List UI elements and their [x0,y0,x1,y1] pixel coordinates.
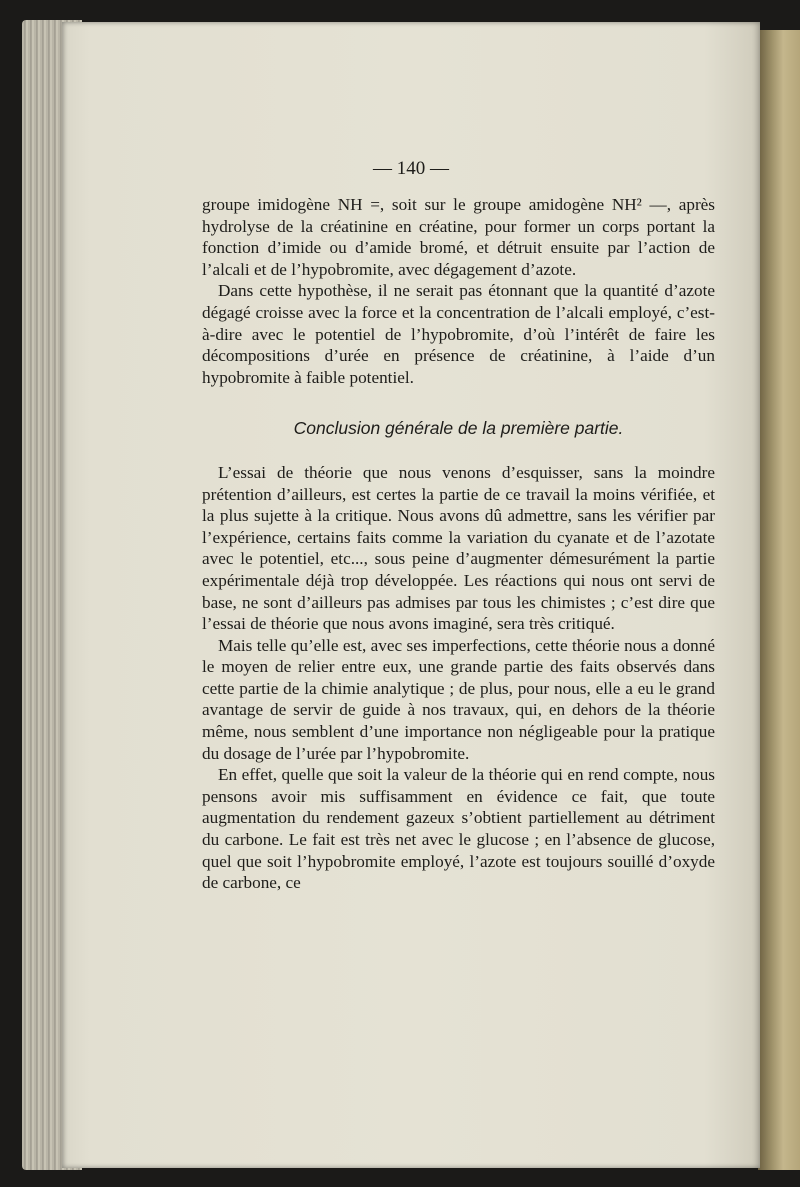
section-paragraph-2: Mais telle qu’elle est, avec ses imperfections, cette théorie nous a donné le moyen de relier entre eux, une grande partie des faits observés dans cette partie de la chimie analytique ; de plus, pour nous, elle a eu le grand avantage de servir de guide à nos travaux, qui, en dehors de la théorie même, nous semblent d’une importance non négligeable pour la pratique du dosage de l’urée par l’hypobromite. [202,635,715,763]
facing-page-edge [758,30,800,1170]
paragraph-1: groupe imidogène NH =, soit sur le groupe amidogène NH² —, après hydrolyse de la créatinine en créatine, pour former un corps portant la fonction d’imide ou d’amide bromé, et détruit ensuite par l’action de l’alcali et de l’hypobromite, avec dégagement d’azote. [202,195,715,279]
page-body [202,194,715,894]
paragraph-2: Dans cette hypothèse, il ne serait pas étonnant que la quantité d’azote dégagé croisse avec la force et la concentration de l’alcali employé, c’est-à-dire avec le potentiel de l’hypobromite, d’où l’intérêt de faire les décompositions d’urée en présence de créatinine, à l’aide d’un hypobromite à faible potentiel. [202,281,715,387]
section-title: Conclusion générale de la première partie. [293,418,624,439]
section-paragraph-1: L’essai de théorie que nous venons d’esquisser, sans la moindre prétention d’ailleurs, est certes la partie de ce travail la moins vérifiée, et la plus sujette à la critique. Nous avons dû admettre, sans les vérifier par l’expérience, certains faits comme la variation du cyanate et de l’azotate avec le potentiel, etc..., sous peine d’augmenter démesurément la partie expérimentale déjà trop développée. Les réactions qui nous ont servi de base, ne sont d’ailleurs pas admises par tous les chimistes ; c’est dire que l’essai de théorie que nous avons imaginé, sera très critiqué. [202,462,715,634]
page-number: — 140 — [373,158,449,179]
section-paragraph-3: En effet, quelle que soit la valeur de la théorie qui en rend compte, nous pensons avoir mis suffisamment en évidence ce fait, que toute augmentation du rendement gazeux s’obtient partiellement au détriment du carbone. Le fait est très net avec le glucose ; en l’absence de glucose, quel que soit l’hypobromite employé, l’azote est toujours souillé d’oxyde de carbone, ce [202,765,715,893]
book-page [62,22,760,1168]
